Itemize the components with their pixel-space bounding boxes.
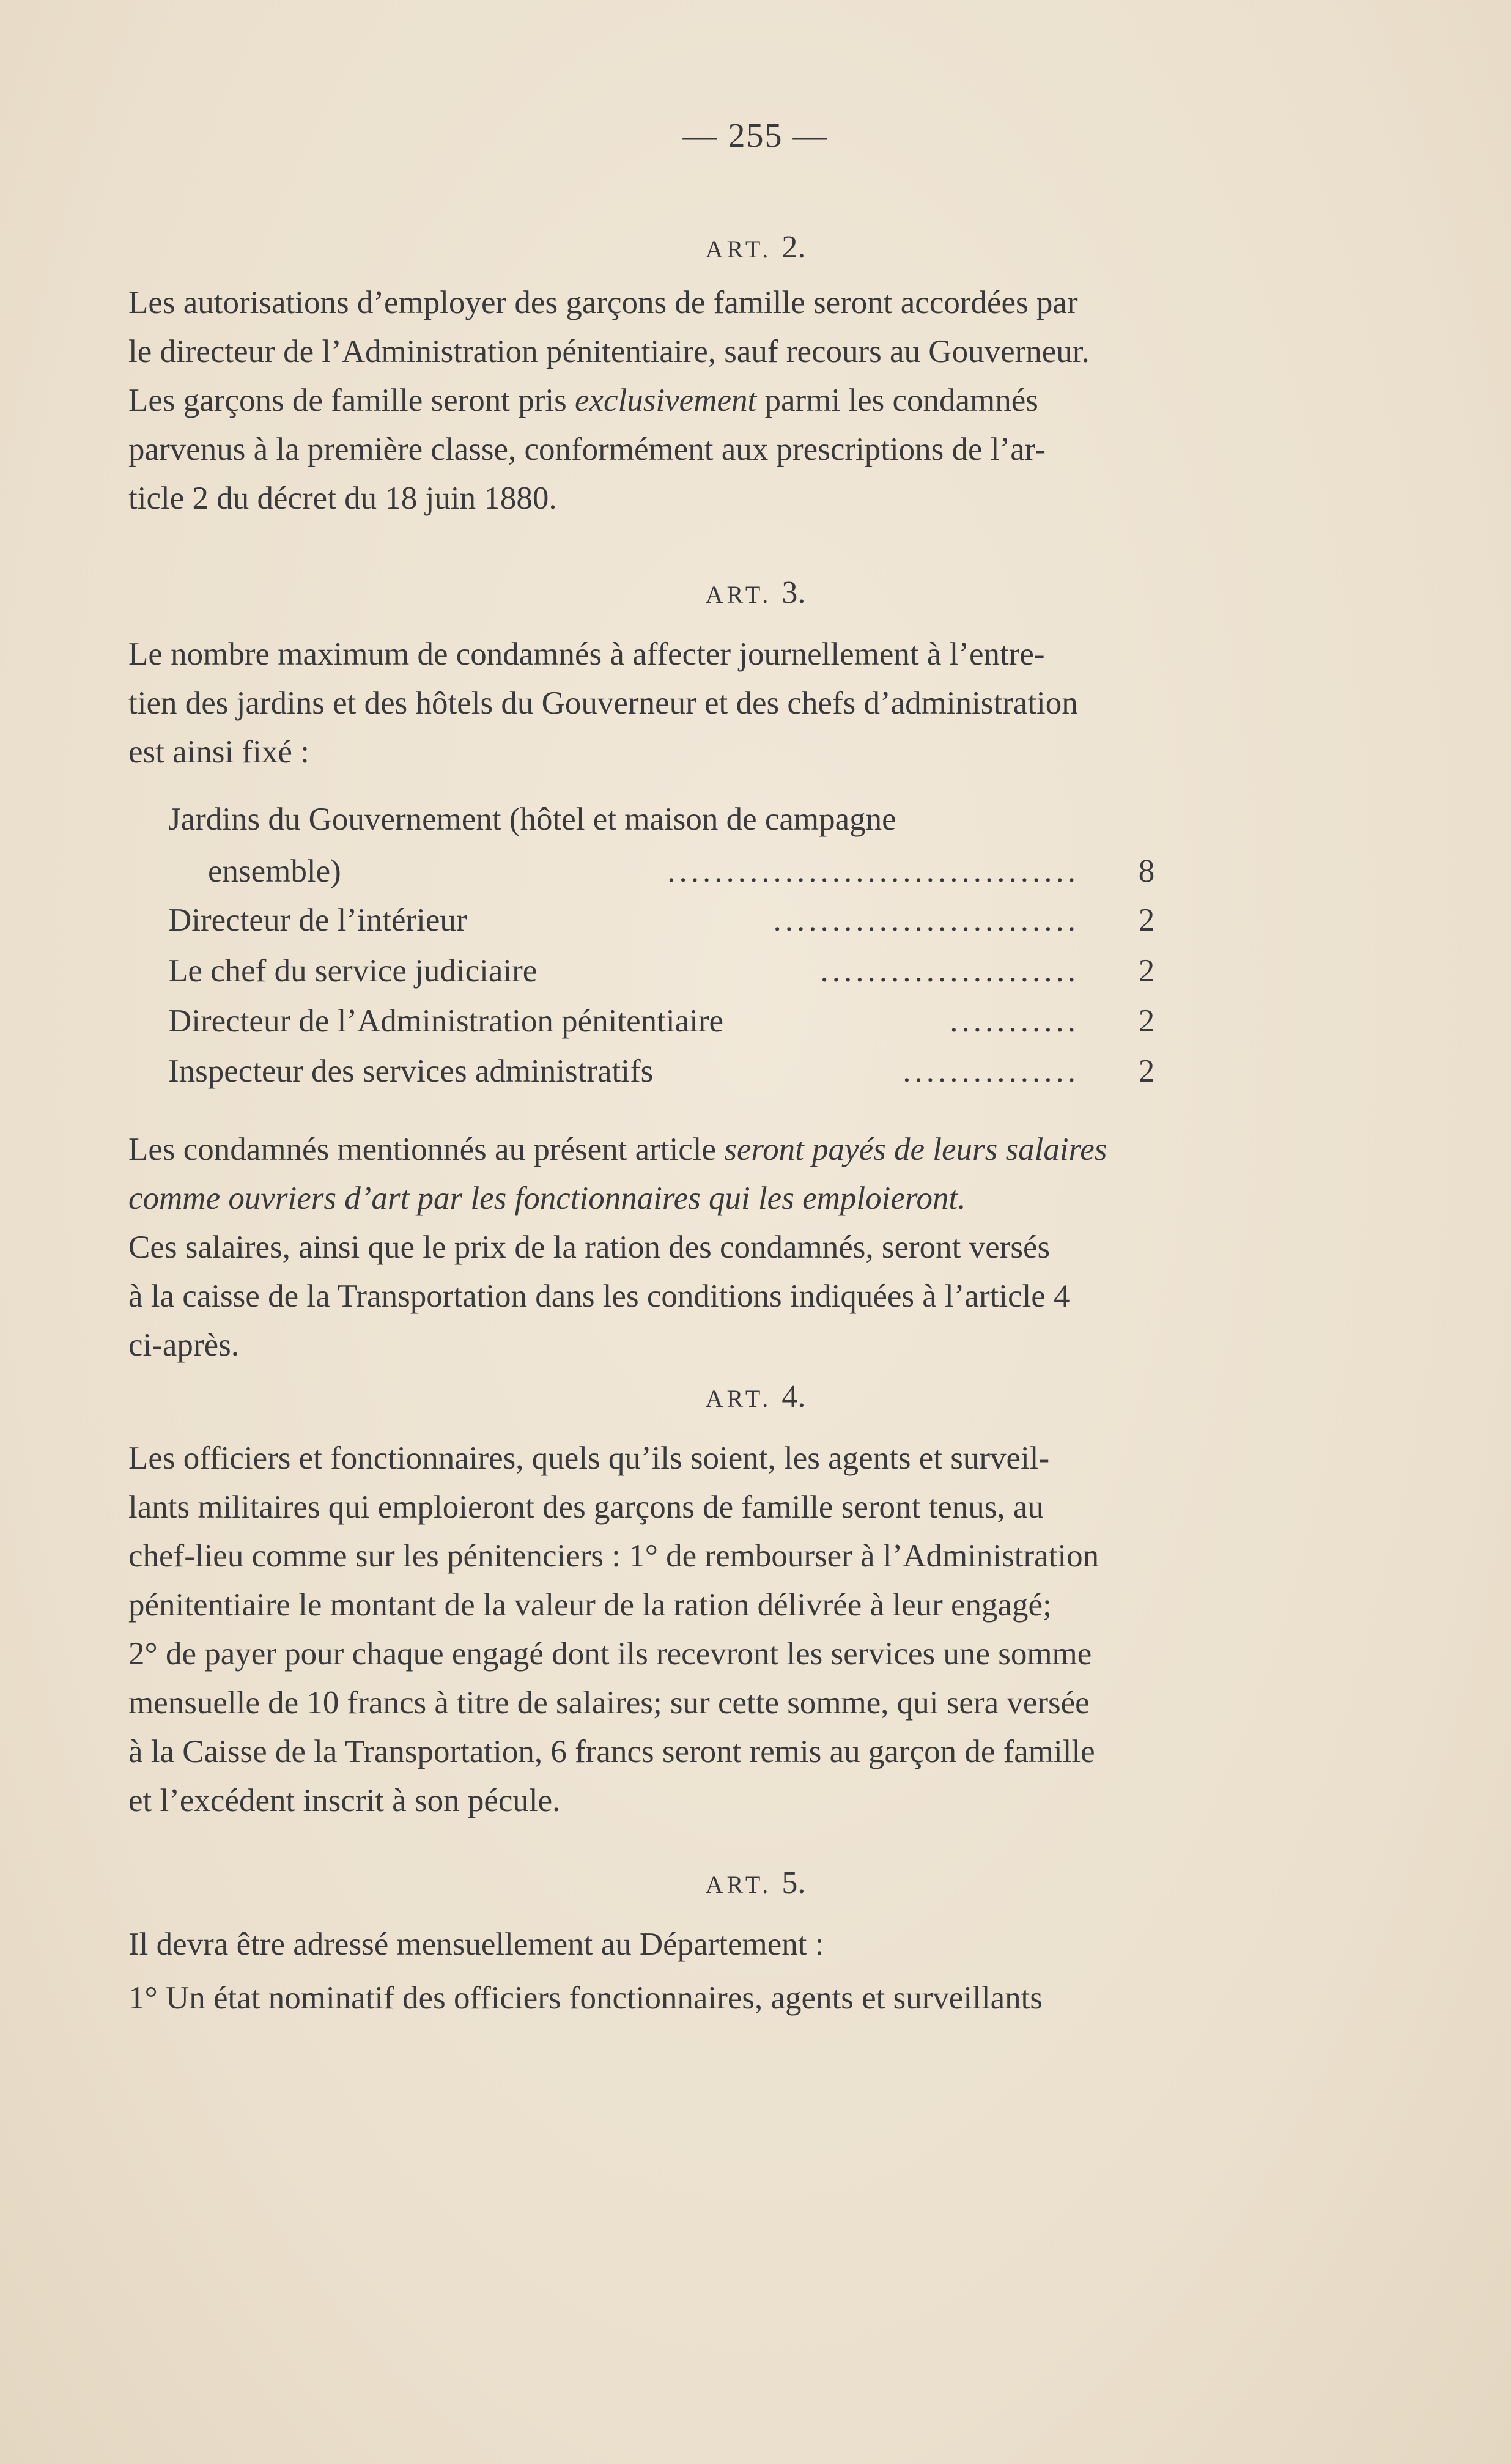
article-heading-number: 2.: [781, 230, 806, 265]
article-heading-number: 5.: [781, 1865, 806, 1900]
article-4-heading: [0, 1379, 1511, 1415]
article-3-heading: [0, 575, 1511, 611]
text-line: Le nombre maximum de condamnés à affecter journellement à l’entre-: [128, 636, 1045, 672]
leader-dots: ...............: [903, 1053, 1079, 1089]
text-span: Les garçons de famille seront pris: [128, 383, 575, 418]
allocation-label: Inspecteur des services administratifs: [168, 1053, 654, 1089]
article-4-text: [128, 1434, 1247, 1825]
allocation-value: 2: [1138, 902, 1155, 938]
allocation-label: ensemble): [208, 854, 341, 889]
allocation-value: 2: [1138, 953, 1155, 989]
allocation-value: 2: [1138, 1053, 1155, 1089]
allocation-row: [168, 795, 1165, 844]
article-heading-prefix: ART.: [705, 1385, 772, 1412]
article-heading-number: 3.: [781, 575, 806, 610]
text-line: à la caisse de la Transportation dans les conditions indiquées à l’article 4: [128, 1278, 1070, 1314]
emphasis-text: seront payés de leurs salaires: [724, 1132, 1107, 1167]
article-5-heading: [0, 1865, 1511, 1901]
text-line: lants militaires qui emploieront des garçons de famille seront tenus, au: [128, 1489, 1044, 1525]
allocation-label: Directeur de l’intérieur: [168, 902, 467, 938]
allocation-label: Directeur de l’Administration pénitentiaire: [168, 1003, 724, 1039]
text-span: parmi les condamnés: [756, 383, 1038, 418]
text-line: tien des jardins et des hôtels du Gouverneur et des chefs d’administration: [128, 685, 1078, 721]
text-line: à la Caisse de la Transportation, 6 francs seront remis au garçon de famille: [128, 1734, 1095, 1769]
text-line: [128, 376, 1247, 425]
text-line: Les officiers et fonctionnaires, quels qu’ils soient, les agents et surveil-: [128, 1440, 1050, 1476]
article-heading-prefix: ART.: [705, 581, 772, 608]
allocation-value: 2: [1138, 1003, 1155, 1039]
text-line: 1° Un état nominatif des officiers fonctionnaires, agents et surveillants: [128, 1980, 1043, 2016]
text-span: Les condamnés mentionnés au présent article: [128, 1132, 725, 1167]
text-line: parvenus à la première classe, conformément aux prescriptions de l’ar-: [128, 432, 1046, 467]
article-heading-prefix: ART.: [705, 1871, 772, 1898]
article-3-intro: [128, 630, 1247, 776]
allocation-row: [208, 847, 1165, 896]
leader-dots: ...................................: [667, 854, 1079, 889]
article-heading-prefix: ART.: [705, 235, 772, 263]
text-line: Les autorisations d’employer des garçons de famille seront accordées par: [128, 285, 1078, 320]
article-heading-number: 4.: [781, 1379, 806, 1414]
allocation-value: 8: [1138, 854, 1155, 889]
text-line: Il devra être adressé mensuellement au Département :: [128, 1927, 824, 1962]
allocation-label: Jardins du Gouvernement (hôtel et maison de campagne: [168, 802, 896, 837]
allocation-label: Le chef du service judiciaire: [168, 953, 538, 989]
leader-dots: ..........................: [773, 902, 1079, 938]
allocation-row: [168, 896, 1165, 945]
text-line: [128, 1125, 1247, 1174]
leader-dots: ......................: [820, 953, 1079, 989]
text-line: mensuelle de 10 francs à titre de salaires; sur cette somme, qui sera versée: [128, 1685, 1090, 1721]
emphasis-text: comme ouvriers d’art par les fonctionnaires qui les emploieront.: [128, 1181, 966, 1216]
text-line: Ces salaires, ainsi que le prix de la ration des condamnés, seront versés: [128, 1230, 1051, 1265]
text-line: et l’excédent inscrit à son pécule.: [128, 1783, 561, 1818]
text-line: pénitentiaire le montant de la valeur de la ration délivrée à leur engagé;: [128, 1587, 1052, 1623]
article-5-text: [128, 1920, 1247, 2023]
text-line: chef-lieu comme sur les pénitenciers : 1° de rembourser à l’Administration: [128, 1538, 1099, 1574]
article-2-text: [128, 278, 1247, 523]
page-number: — 255 —: [682, 117, 829, 155]
text-line: ticle 2 du décret du 18 juin 1880.: [128, 481, 557, 516]
article-2-heading: [0, 229, 1511, 265]
text-line: est ainsi fixé :: [128, 734, 309, 770]
allocation-row: [168, 1047, 1165, 1096]
emphasis-text: exclusivement: [575, 383, 757, 418]
allocation-row: [168, 946, 1165, 995]
text-line: 2° de payer pour chaque engagé dont ils recevront les services une somme: [128, 1636, 1092, 1672]
text-line: le directeur de l’Administration pénitentiaire, sauf recours au Gouverneur.: [128, 334, 1090, 369]
leader-dots: ...........: [950, 1003, 1079, 1039]
text-line: ci-après.: [128, 1327, 239, 1363]
article-3-conclusion: [128, 1125, 1247, 1370]
allocation-row: [168, 997, 1165, 1046]
